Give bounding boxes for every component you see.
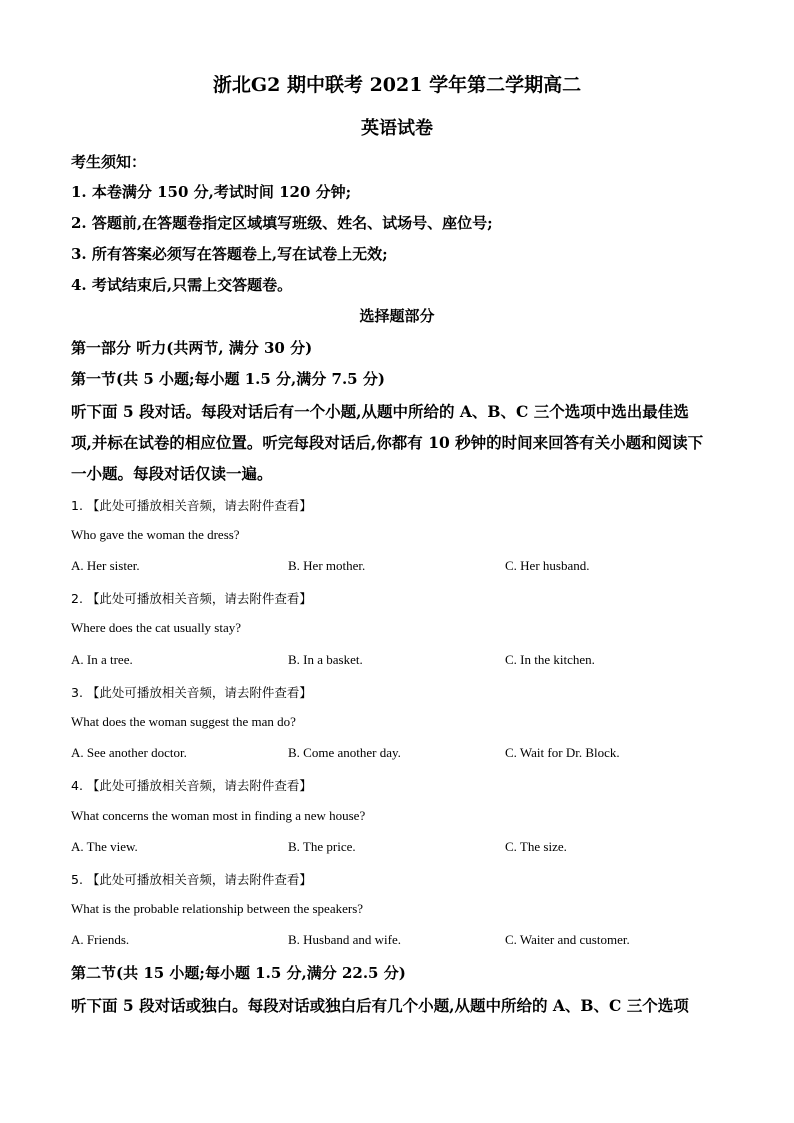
sec2-heading: 第二节(共 15 小题;每小题 1.5 分,满分 22.5 分) <box>71 964 406 982</box>
notice-item: 3. 所有答案必须写在答题卷上,写在试卷上无效; <box>71 245 388 263</box>
sec1-intro-line: 一小题。每段对话仅读一遍。 <box>71 464 273 483</box>
option-c: C. Waiter and customer. <box>505 932 630 947</box>
notice-item: 2. 答题前,在答题卷指定区域填写班级、姓名、试场号、座位号; <box>71 214 493 232</box>
notice-item: 4. 考试结束后,只需上交答题卷。 <box>71 276 293 294</box>
option-a: A. Her sister. <box>71 558 140 573</box>
page-title: 浙北G2 期中联考 2021 学年第二学期高二 <box>212 74 582 96</box>
option-c: C. In the kitchen. <box>505 652 595 667</box>
option-b: B. Husband and wife. <box>288 932 402 947</box>
question-audio-label: 3. 【此处可播放相关音频，请去附件查看】 <box>71 685 312 700</box>
question-text: What is the probable relationship between the speakers? <box>71 901 364 916</box>
sec1-intro-line: 项,并标在试卷的相应位置。听完每段对话后,你都有 10 秒钟的时间来回答有关小题和阅读下 <box>71 433 704 452</box>
notice-item: 1. 本卷满分 150 分,考试时间 120 分钟; <box>71 183 352 201</box>
option-b: B. In a basket. <box>288 652 363 667</box>
question-text: Who gave the woman the dress? <box>71 527 240 542</box>
notice-heading: 考生须知： <box>71 153 147 171</box>
option-c: C. Wait for Dr. Block. <box>505 745 620 760</box>
option-b: B. Her mother. <box>288 558 366 573</box>
question-audio-label: 1. 【此处可播放相关音频，请去附件查看】 <box>71 498 312 513</box>
sec2-intro-line: 听下面 5 段对话或独白。每段对话或独白后有几个小题,从题中所给的 A、B、C 三个选项 <box>71 996 689 1015</box>
question-audio-label: 2. 【此处可播放相关音频，请去附件查看】 <box>71 591 312 606</box>
question-text: What does the woman suggest the man do? <box>71 714 296 729</box>
option-c: C. The size. <box>505 839 567 854</box>
option-a: A. The view. <box>71 839 138 854</box>
question-audio-label: 5. 【此处可播放相关音频，请去附件查看】 <box>71 872 312 887</box>
question-text: Where does the cat usually stay? <box>71 620 242 635</box>
option-c: C. Her husband. <box>505 558 590 573</box>
part1-heading: 第一部分 听力(共两节, 满分 30 分) <box>71 339 313 357</box>
section-title: 选择题部分 <box>359 307 435 325</box>
option-b: B. The price. <box>288 839 356 854</box>
sec1-intro-line: 听下面 5 段对话。每段对话后有一个小题,从题中所给的 A、B、C 三个选项中选出最佳选 <box>71 402 689 421</box>
question-text: What concerns the woman most in finding a new house? <box>71 808 366 823</box>
page-subtitle: 英语试卷 <box>361 118 433 139</box>
option-a: A. Friends. <box>71 932 130 947</box>
option-a: A. In a tree. <box>71 652 133 667</box>
sec1-heading: 第一节(共 5 小题;每小题 1.5 分,满分 7.5 分) <box>71 370 385 388</box>
option-b: B. Come another day. <box>288 745 401 760</box>
question-audio-label: 4. 【此处可播放相关音频，请去附件查看】 <box>71 778 312 793</box>
option-a: A. See another doctor. <box>71 745 187 760</box>
